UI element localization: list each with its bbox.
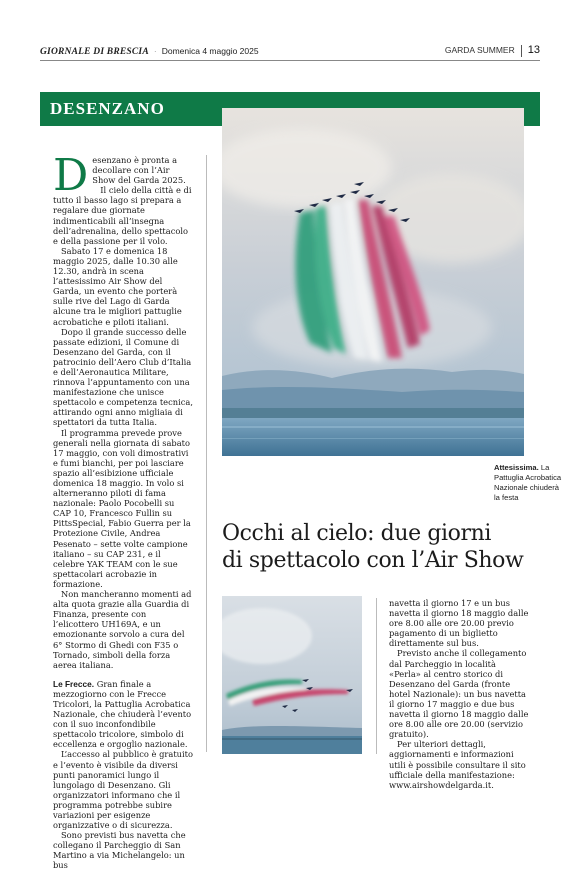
issue-date: Domenica 4 maggio 2025: [161, 46, 259, 56]
paragraph: Dopo il grande successo delle passate edizioni, il Comune di Desenzano del Garda, con il patrocinio dell’Aero Club d’Italia e dell’Aeronautica Militare, rinnova l’appuntamento con una manifestazione che unisce spettacolo e competenza tecnica, attirando ogni anno migliaia di spettatori da tutta Italia.: [53, 326, 193, 428]
photo-caption: [494, 463, 564, 503]
paragraph: Sabato 17 e domenica 18 maggio 2025, dalle 10.30 alle 12.30, andrà in scena l’attesissimo Air Show del Garda, un evento che porterà sulle rive del Lago di Garda alcune tra le migliori pattuglie acrobatiche e piloti italiani.: [53, 245, 182, 327]
frecce-tricolori-photo: [222, 108, 524, 456]
drop-cap: D: [53, 150, 89, 201]
paragraph-text: Gran finale a mezzogiorno con le Frecce Tricolori, la Pattuglia Acrobatica Nazionale, che chiuderà l’evento con il suo inconfondibile spettacolo tricolore, simbolo di eccellenza e orgoglio nazionale.: [53, 678, 192, 750]
caption-lead: Attesissima.: [494, 463, 539, 472]
paragraph: navetta il giorno 17 e un bus navetta il giorno 18 maggio dalle ore 8.00 alle ore 20.00 previo pagamento di un biglietto direttamente sul bus.: [389, 598, 529, 649]
headline-line-2: di spettacolo con l’Air Show: [222, 548, 524, 573]
paragraph: Sono previsti bus navetta che collegano il Parcheggio di San Martino a via Michelangelo: un bus: [53, 830, 186, 871]
page-number: 13: [527, 44, 540, 56]
paragraph: Il cielo della città e di tutto il basso lago si prepara a regalare due giornate indimenticabili all’insegna dell’adrenalina, dello spettacolo e della passione per il volo.: [53, 185, 192, 246]
article-headline: [222, 520, 542, 574]
secondary-photo: [222, 596, 362, 754]
paragraph: Per ulteriori dettagli, aggiornamenti e informazioni utili è possibile consultare il sito ufficiale della manifestazione: www.airshowdelgarda.it.: [389, 739, 526, 790]
newspaper-name: GIORNALE DI BRESCIA: [40, 47, 149, 57]
paragraph-frecce: [53, 679, 193, 750]
article-column-3: [389, 598, 529, 790]
air-show-photo: [222, 596, 362, 754]
paragraph: L’accesso al pubblico è gratuito e l’evento è visibile da diversi punti panoramici lungo il lungolago di Desenzano. Gli organizzatori informano che il programma potrebbe subire variazioni per esigenze organizzative o di sicurezza.: [53, 749, 193, 831]
column-rule: [376, 598, 377, 754]
section-header: [445, 44, 540, 57]
headline-line-1: Occhi al cielo: due giorni: [222, 521, 492, 546]
column-rule: [206, 155, 207, 752]
masthead: [40, 46, 259, 57]
paragraph: esenzano è pronta a decollare con l’Air Show del Garda 2025.: [92, 155, 186, 186]
paragraph: Il programma prevede prove generali nella giornata di sabato 17 maggio, con voli dimostrativi e fumi bianchi, per poi lasciare spazio all’esibizione ufficiale domenica 18 maggio. In volo si alterneranno piloti di fama nazionale: Paolo Pocobelli su CAP 10, Francesco Fullin su PittsSpecial, Fabio Guerra per la Protezione Civile, Andrea Pesenato – sette volte campione italiano – su CAP 231, e il celebre YAK TEAM con le sue spettacolari acrobazie in formazione.: [53, 427, 191, 589]
caption-text: La Pattuglia Acrobatica Nazionale chiuderà la festa: [494, 463, 562, 502]
paragraph: Non mancheranno momenti ad alta quota grazie alla Guardia di Finanza, presente con l’elicottero UH169A, e un emozionante sorvolo a cura del 6° Stormo di Ghedi con F35 o Tornado, simboli della forza aerea italiana.: [53, 589, 192, 670]
paragraph: Previsto anche il collegamento dal Parcheggio in località «Perla» al centro storico di Desenzano del Garda (fronte hotel Nazionale): un bus navetta il giorno 17 maggio e due bus navetta il giorno 18 maggio dalle ore 8.00 alle ore 20.00 (servizio gratuito).: [389, 648, 529, 740]
article-column-1: [53, 150, 193, 871]
paragraph-lead: Le Frecce.: [53, 678, 95, 689]
header-divider: [521, 45, 522, 57]
section-name: GARDA SUMMER: [444, 45, 515, 55]
header-rule: [40, 60, 540, 61]
main-photo: [222, 108, 524, 456]
separator-dot: ·: [153, 46, 157, 56]
section-band-title: DESENZANO: [50, 99, 165, 118]
